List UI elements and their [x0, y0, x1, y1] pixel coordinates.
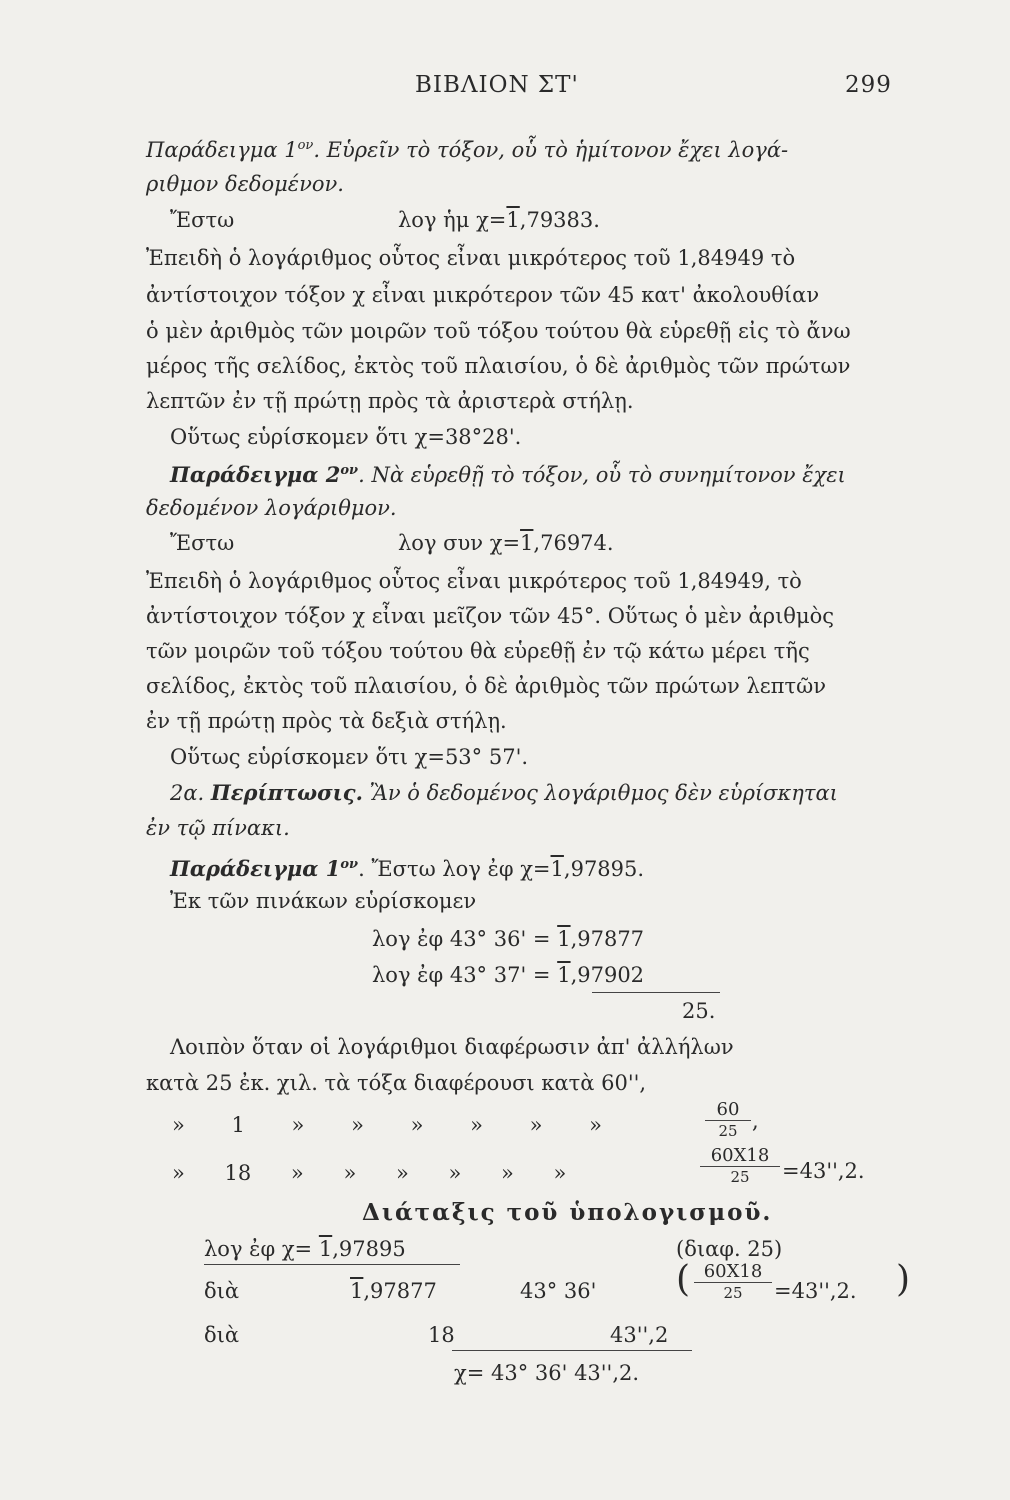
example2-body-5: ἐν τῇ πρώτῃ πρὸς τὰ δεξιὰ στήλῃ.: [146, 709, 507, 733]
example1-text2: ριθμον δεδομένον.: [146, 172, 344, 196]
example1-body-5: λεπτῶν ἐν τῇ πρώτῃ πρὸς τὰ ἀριστερὰ στήλῃ.: [146, 389, 634, 413]
page-number: 299: [845, 72, 892, 98]
example1-given: [398, 207, 600, 233]
arrangement-r2-result: =43'',2.: [774, 1279, 857, 1303]
arrangement-r2-mid: 43° 36': [520, 1279, 597, 1303]
example3-row2: [372, 962, 644, 988]
example3-row4-den: 25: [730, 1168, 750, 1186]
example2-label-sup: ον: [340, 463, 359, 478]
arrangement-row1: [204, 1236, 406, 1262]
example3-row1: [372, 926, 644, 952]
example1-given-prefix: λογ ἡμ χ=: [398, 208, 507, 232]
example3-row1-bar: 1: [557, 927, 571, 951]
example3-row2-bar: 1: [557, 963, 571, 987]
example3-row2-rest: ,97902: [570, 963, 645, 987]
example1-heading: [146, 133, 788, 163]
example3-row2-left: λογ ἐφ 43° 37' =: [372, 963, 551, 987]
example3-estw: . Ἔστω λογ ἐφ χ=: [358, 857, 551, 881]
arrangement-r1-right: (διαφ. 25): [676, 1237, 783, 1261]
arrangement-rule-1: [204, 1264, 460, 1265]
arrangement-r1-bar: 1: [318, 1237, 333, 1261]
example1-given-bar: 1: [506, 208, 520, 232]
arrangement-r2-left: διὰ: [204, 1279, 240, 1303]
example2-body-4: σελίδος, ἐκτὸς τοῦ πλαισίου, ὁ δὲ ἀριθμὸς τῶν πρώτων λεπτῶν: [146, 674, 826, 698]
example2-estw: Ἔστω: [170, 531, 235, 555]
example3-row3-tail: ,: [752, 1109, 759, 1133]
example3-row4-lead: » 18 » » » » » »: [172, 1161, 567, 1185]
example3-given-bar: 1: [550, 857, 564, 881]
arrangement-r2-rest: ,97877: [363, 1279, 437, 1303]
arrangement-r1-left: λογ ἐφ χ=: [204, 1237, 313, 1261]
example3-row1-rest: ,97877: [570, 927, 645, 951]
example3-difference: 25.: [682, 999, 716, 1023]
example3-row1-left: λογ ἐφ 43° 36' =: [372, 927, 551, 951]
arrangement-final: χ= 43° 36' 43'',2.: [454, 1361, 640, 1385]
arrangement-r2-den: 25: [723, 1284, 743, 1302]
case2-text2: ἐν τῷ πίνακι.: [146, 816, 290, 840]
example3-heading: [170, 852, 644, 882]
close-paren: ): [896, 1259, 911, 1300]
arrangement-r2-fraction: [694, 1262, 772, 1303]
example1-label-sup: ον: [297, 138, 314, 153]
example1-body-4: μέρος τῆς σελίδος, ἐκτὸς τοῦ πλαισίου, ὁ δὲ ἀριθμὸς τῶν πρώτων: [146, 354, 851, 378]
arrangement-r3-right: 43'',2: [610, 1323, 669, 1347]
example3-row3-fraction: [705, 1100, 751, 1141]
example3-prop-line2: κατὰ 25 ἐκ. χιλ. τὰ τόξα διαφέρουσι κατὰ 60'',: [146, 1071, 647, 1095]
case2-text1: Ἂν ὁ δεδομένος λογάριθμος δὲν εὑρίσκηται: [369, 781, 838, 805]
example2-given-bar: 1: [520, 531, 534, 555]
example3-given-rest: ,97895.: [563, 857, 645, 881]
arrangement-r2-bar: 1: [350, 1279, 364, 1303]
case2-number: 2α.: [170, 781, 205, 805]
example3-prop-line1: Λοιπὸν ὅταν οἱ λογάριθμοι διαφέρωσιν ἀπ' ἀλλήλων: [170, 1035, 734, 1059]
arrangement-r3-mid: 18: [428, 1323, 455, 1347]
example2-given: [398, 530, 614, 556]
example1-body-1: Ἐπειδὴ ὁ λογάριθμος οὗτος εἶναι μικρότερος τοῦ 1,84949 τὸ: [146, 246, 796, 270]
example2-given-prefix: λογ συν χ=: [398, 531, 521, 555]
arrangement-r2-num: 60X18: [694, 1262, 772, 1283]
example1-body-2: ἀντίστοιχον τόξον χ εἶναι μικρότερον τῶν 45 κατ' ἀκολουθίαν: [146, 283, 820, 307]
arrangement-heading: Διάταξις τοῦ ὑπολογισμοῦ.: [362, 1199, 773, 1226]
example1-text1: . Εὑρεῖν τὸ τόξον, οὗ τὸ ἡμίτονον ἔχει λογά-: [313, 138, 789, 162]
example3-row3-den: 25: [718, 1122, 738, 1140]
example3-label: Παράδειγμα 1: [170, 856, 341, 881]
arrangement-r3-left: διὰ: [204, 1323, 240, 1347]
example2-text2: δεδομένον λογάριθμον.: [146, 496, 397, 520]
running-head-title: ΒΙΒΛΙΟΝ ΣΤ': [415, 72, 579, 98]
example2-body-3: τῶν μοιρῶν τοῦ τόξου τούτου θὰ εὑρεθῇ ἐν τῷ κάτω μέρει τῆς: [146, 639, 810, 663]
example3-from-tables: Ἐκ τῶν πινάκων εὑρίσκομεν: [170, 889, 477, 913]
example2-body-1: Ἐπειδὴ ὁ λογάριθμος οὗτος εἶναι μικρότερος τοῦ 1,84949, τὸ: [146, 569, 802, 593]
open-paren: (: [676, 1259, 691, 1300]
example3-row3-lead: » 1 » » » » » »: [172, 1113, 603, 1137]
example3-row4-num: 60X18: [700, 1146, 780, 1167]
example1-label: Παράδειγμα 1: [146, 138, 298, 162]
example1-estw: Ἔστω: [170, 208, 235, 232]
example3-row4-result: =43'',2.: [782, 1159, 865, 1183]
example2-body-2: ἀντίστοιχον τόξον χ εἶναι μεῖζον τῶν 45°. Οὕτως ὁ μὲν ἀριθμὸς: [146, 604, 834, 628]
example1-result: Οὕτως εὑρίσκομεν ὅτι χ=38°28'.: [170, 425, 522, 449]
example2-label: Παράδειγμα 2: [170, 462, 341, 487]
example2-given-rest: ,76974.: [533, 531, 614, 555]
example1-body-3: ὁ μὲν ἀριθμὸς τῶν μοιρῶν τοῦ τόξου τούτου θὰ εὑρεθῇ εἰς τὸ ἄνω: [146, 319, 851, 343]
example2-heading: [170, 458, 846, 488]
example2-result: Οὕτως εὑρίσκομεν ὅτι χ=53° 57'.: [170, 745, 529, 769]
example1-given-rest: ,79383.: [519, 208, 600, 232]
example2-text1: . Νὰ εὑρεθῇ τὸ τόξον, οὗ τὸ συνημίτονον ἔχει: [358, 463, 846, 487]
example3-row4-fraction: [700, 1146, 780, 1187]
difference-rule: [592, 992, 720, 993]
case2-title: Περίπτωσις.: [210, 780, 363, 805]
example3-label-sup: ον: [340, 857, 359, 872]
example3-row3-num: 60: [705, 1100, 751, 1121]
arrangement-r2-value: [350, 1278, 437, 1304]
case2-heading: [170, 780, 838, 806]
arrangement-rule-2: [452, 1350, 692, 1351]
arrangement-r1-rest: ,97895: [332, 1237, 406, 1261]
